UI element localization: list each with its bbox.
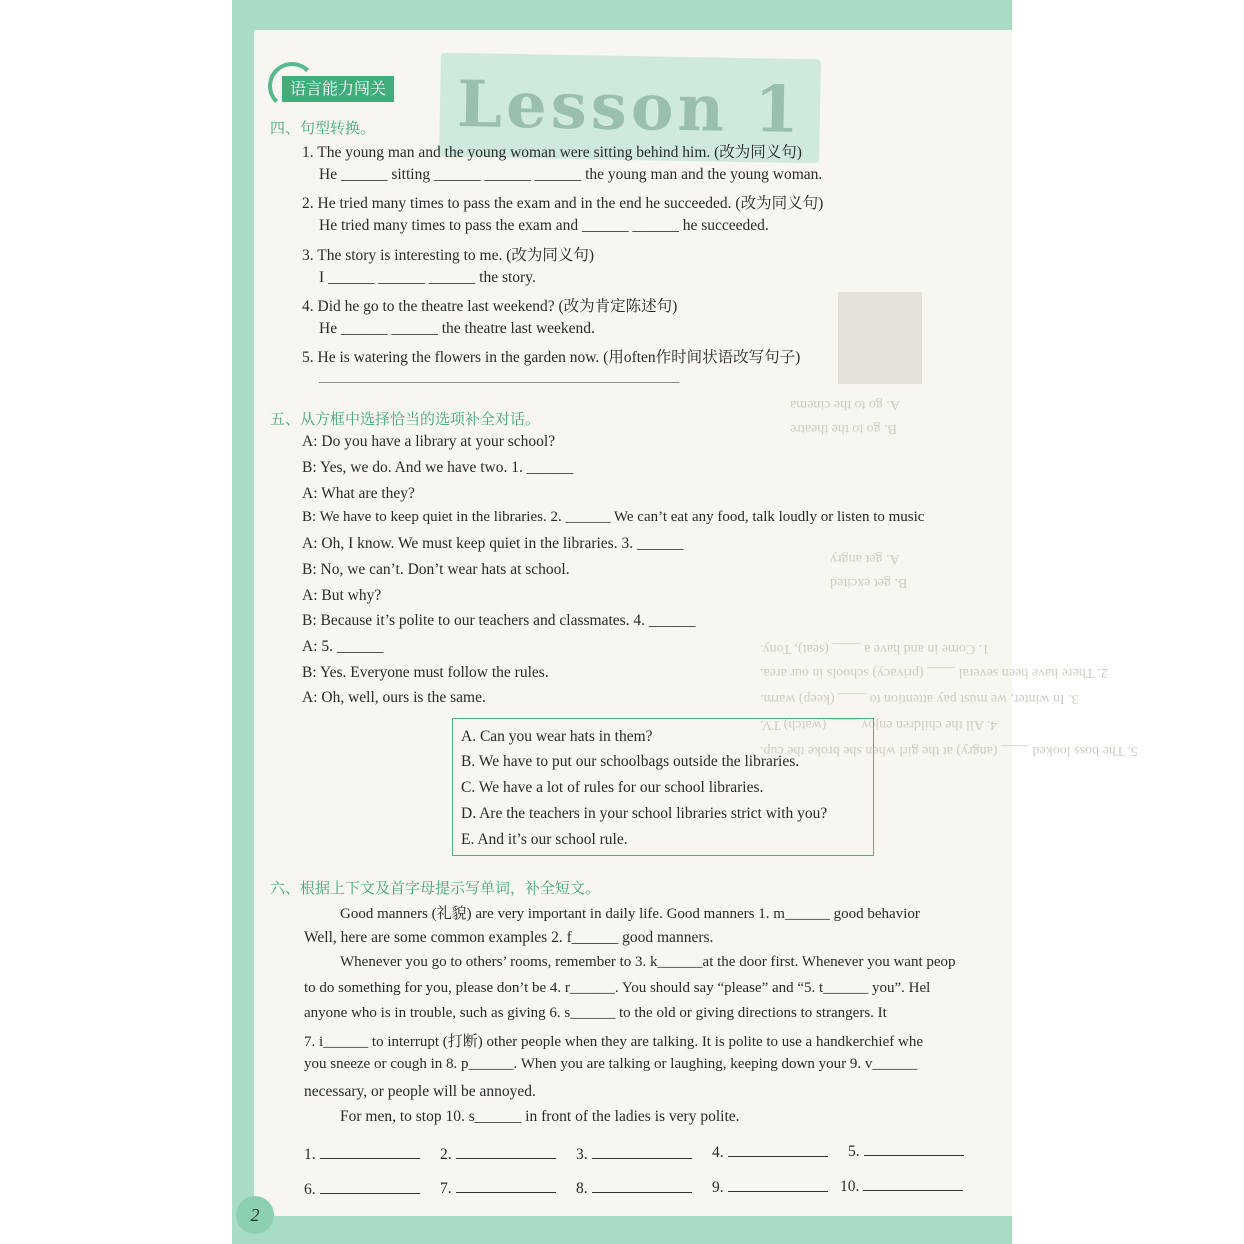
s6-line: Well, here are some common examples 2. f______ good manners. [304, 929, 714, 946]
s5-line: A: Do you have a library at your school? [302, 433, 556, 450]
answer-7[interactable] [440, 1178, 556, 1198]
s4-line: He ______ sitting ______ ______ ______ the young man and the young woman. [319, 166, 823, 183]
answer-6[interactable] [304, 1179, 420, 1199]
s5-line: B: Yes. Everyone must follow the rules. [302, 664, 549, 681]
s4-line: He ______ ______ the theatre last weekend. [319, 320, 595, 337]
s4-line: 2. He tried many times to pass the exam and in the end he succeeded. (改为同义句) [302, 195, 824, 212]
answer-1[interactable] [304, 1144, 420, 1164]
answer-4[interactable] [712, 1142, 828, 1162]
s5-line: A: What are they? [302, 485, 415, 502]
answer-label: 3. [576, 1146, 588, 1163]
option-a: A. Can you wear hats in them? [461, 728, 653, 745]
answer-2[interactable] [440, 1144, 556, 1164]
s4-answer-line: ________________________________________________________________________ [319, 372, 679, 384]
page-number: 2 [236, 1196, 274, 1234]
s5-line: B: Because it’s polite to our teachers and classmates. 4. ______ [302, 612, 696, 629]
lesson-banner: Lesson 1 [439, 53, 821, 164]
option-e: E. And it’s our school rule. [461, 831, 628, 848]
answer-label: 6. [304, 1181, 316, 1198]
answer-label: 7. [440, 1180, 452, 1197]
s6-line: necessary, or people will be annoyed. [304, 1083, 536, 1100]
s5-line: B: No, we can’t. Don’t wear hats at school. [302, 561, 570, 578]
answer-label: 10. [840, 1178, 860, 1195]
s5-line: A: 5. ______ [302, 638, 384, 655]
answer-5[interactable] [848, 1141, 964, 1161]
options-box [452, 718, 874, 856]
option-c: C. We have a lot of rules for our school libraries. [461, 779, 764, 796]
option-d: D. Are the teachers in your school libraries strict with you? [461, 805, 828, 822]
answer-label: 5. [848, 1143, 860, 1160]
s6-line: to do something for you, please don’t be 4. r______. You should say “please” and “5. t______ you”. Hel [304, 980, 931, 996]
s5-line: A: Oh, well, ours is the same. [302, 689, 486, 706]
answer-3[interactable] [576, 1144, 692, 1164]
option-b: B. We have to put our schoolbags outside the libraries. [461, 753, 800, 770]
s4-line: 3. The story is interesting to me. (改为同义句) [302, 247, 595, 264]
s5-line: A: Oh, I know. We must keep quiet in the libraries. 3. ______ [302, 535, 684, 552]
s6-line: Good manners (礼貌) are very important in daily life. Good manners 1. m______ good behavior [340, 906, 920, 922]
s6-line: Whenever you go to others’ rooms, remember to 3. k______at the door first. Whenever you want peop [340, 954, 956, 970]
answer-label: 1. [304, 1146, 316, 1163]
s5-line: B: Yes, we do. And we have two. 1. ______ [302, 459, 574, 476]
answer-label: 2. [440, 1146, 452, 1163]
section6-title: 六、根据上下文及首字母提示写单词，补全短文。 [270, 879, 601, 897]
s5-line: B: We have to keep quiet in the libraries. 2. ______ We can’t eat any food, talk loudly or listen to music [302, 509, 925, 525]
s6-line: you sneeze or cough in 8. p______. When you are talking or laughing, keeping down your 9. v______ [304, 1056, 918, 1072]
s6-line: 7. i______ to interrupt (打断) other people when they are talking. It is polite to use a handkerchief whe [304, 1034, 923, 1050]
tab-label: 语言能力闯关 [282, 76, 394, 102]
s5-line: A: But why? [302, 587, 382, 604]
answer-label: 8. [576, 1180, 588, 1197]
s4-line: 1. The young man and the young woman were sitting behind him. (改为同义句) [302, 144, 802, 161]
answer-9[interactable] [712, 1177, 828, 1197]
s4-line: 5. He is watering the flowers in the garden now. (用often作时间状语改写句子) [302, 349, 801, 366]
section4-title: 四、句型转换。 [270, 119, 376, 137]
s4-line: 4. Did he go to the theatre last weekend? (改为肯定陈述句) [302, 298, 678, 315]
answer-10[interactable] [840, 1176, 963, 1196]
answer-8[interactable] [576, 1178, 692, 1198]
answer-label: 4. [712, 1144, 724, 1161]
s6-line: For men, to stop 10. s______ in front of the ladies is very polite. [340, 1108, 740, 1125]
s4-line: He tried many times to pass the exam and ______ ______ he succeeded. [319, 217, 769, 234]
s6-line: anyone who is in trouble, such as giving 6. s______ to the old or giving directions to strangers. It [304, 1005, 887, 1021]
ghost-image [838, 292, 922, 384]
section5-title: 五、从方框中选择恰当的选项补全对话。 [270, 410, 541, 428]
s4-line: I ______ ______ ______ the story. [319, 269, 536, 286]
answer-label: 9. [712, 1179, 724, 1196]
